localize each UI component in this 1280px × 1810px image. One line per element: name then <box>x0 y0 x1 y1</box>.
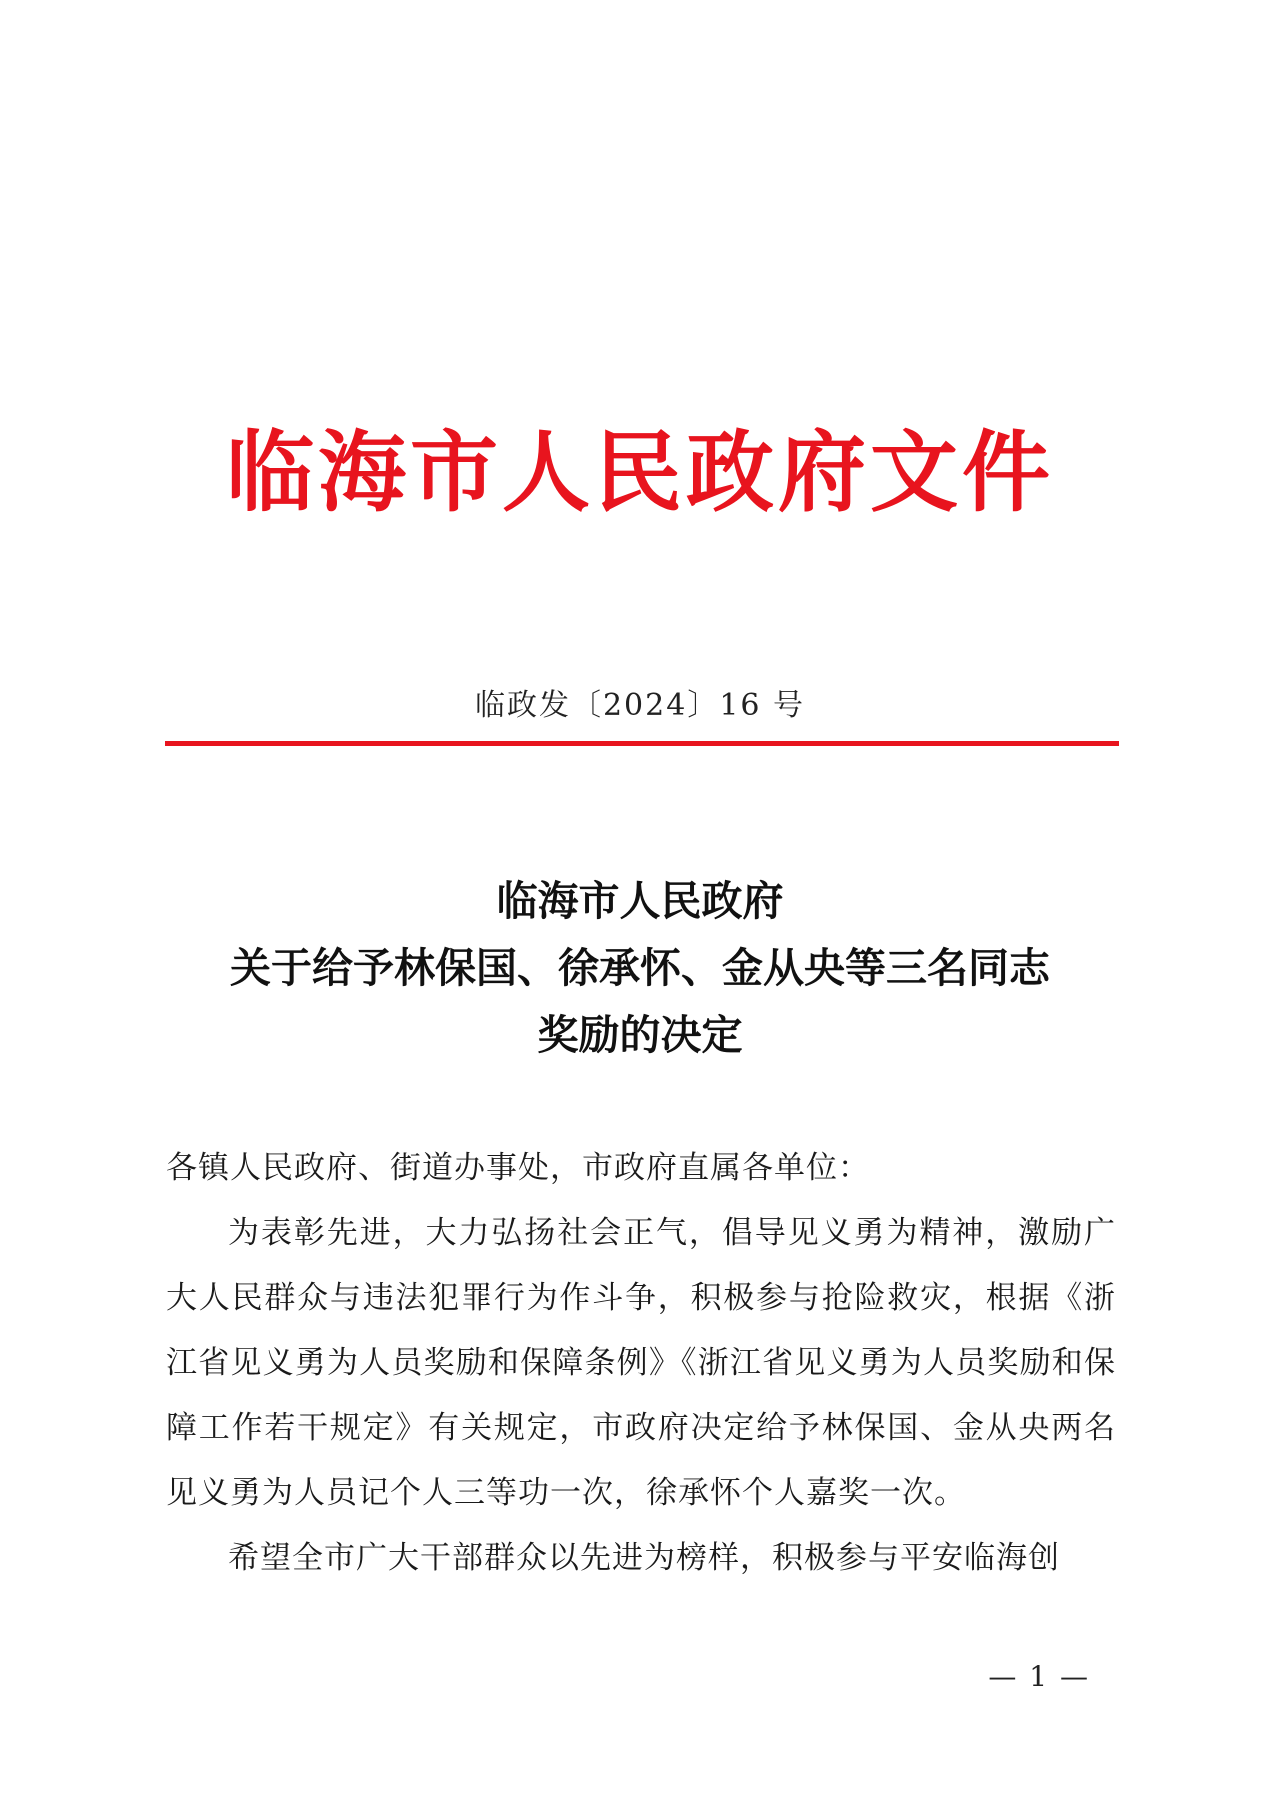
document-title <box>0 868 1280 1069</box>
document-body <box>166 1136 1116 1591</box>
title-line-3: 奖励的决定 <box>537 1011 743 1059</box>
document-number: 临政发〔2024〕16 号 <box>474 688 806 723</box>
page-number: — 1 — <box>988 1660 1090 1693</box>
agency-header-title: 临海市人民政府文件 <box>225 421 1054 524</box>
paragraph-2: 希望全市广大干部群众以先进为榜样，积极参与平安临海创 <box>228 1540 1060 1576</box>
paragraph-1: 为表彰先进，大力弘扬社会正气，倡导见义勇为精神，激励广大人民群众与违法犯罪行为作斗争，积极参与抢险救灾，根据《浙江省见义勇为人员奖励和保障条例》《浙江省见义勇为人员奖励和保障工作若干规定》有关规定，市政府决定给予林保国、金从央两名见义勇为人员记个人三等功一次，徐承怀个人嘉奖一次。 <box>166 1215 1116 1511</box>
title-line-2: 关于给予林保国、徐承怀、金从央等三名同志 <box>230 944 1050 992</box>
title-line-1: 临海市人民政府 <box>496 877 784 925</box>
salutation: 各镇人民政府、街道办事处，市政府直属各单位： <box>166 1150 870 1186</box>
red-separator-rule <box>165 741 1119 746</box>
